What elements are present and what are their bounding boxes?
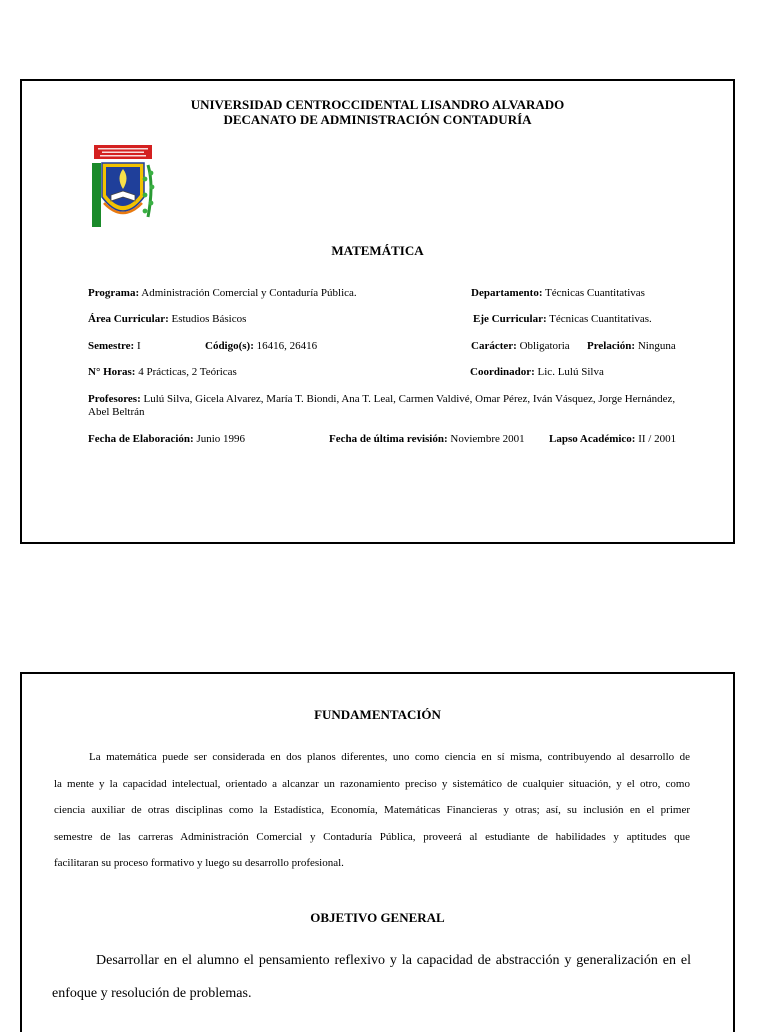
semestre-field <box>88 340 141 352</box>
lapso-label: Lapso Académico: <box>549 433 636 445</box>
fecha-elaboracion-field <box>88 433 245 445</box>
eje-value: Técnicas Cuantitativas. <box>546 313 652 325</box>
area-curricular-field <box>88 313 246 325</box>
objetivo-general-paragraph <box>52 952 691 1018</box>
fecha-revision-field <box>329 433 525 445</box>
fundamentacion-title: FUNDAMENTACIÓN <box>314 707 441 722</box>
departamento-value: Técnicas Cuantitativas <box>542 287 645 299</box>
profesores-label: Profesores: <box>88 393 141 405</box>
area-value: Estudios Básicos <box>168 313 247 325</box>
objetivo-line: enfoque y resolución de problemas. <box>52 986 252 1001</box>
coordinador-value: Lic. Lulú Silva <box>534 366 604 378</box>
departamento-label: Departamento: <box>471 287 543 299</box>
eje-label: Eje Curricular: <box>473 313 547 325</box>
semestre-value: I <box>134 340 141 352</box>
horas-value: 4 Prácticas, 2 Teóricas <box>135 366 237 378</box>
fundamentacion-line: La matemática puede ser considerada en dos planos diferentes, uno como ciencia en sí misma, contribuyendo al desarrollo de <box>89 751 690 763</box>
objetivo-line: Desarrollar en el alumno el pensamiento reflexivo y la capacidad de abstracción y generalización en el <box>96 953 691 968</box>
fundamentacion-line: la mente y la capacidad intelectual, orientado a alcanzar un razonamiento preciso y sistemático de cualquier situación, y el otro, como <box>54 777 690 790</box>
codigos-label: Código(s): <box>205 340 254 352</box>
fundamentacion-line: ciencia auxiliar de otras disciplinas como la Estadística, Economía, Matemáticas Financieras y otras; así, su inclusión en el primer <box>54 804 690 816</box>
deanery-title: DECANATO DE ADMINISTRACIÓN CONTADURÍA <box>223 112 532 127</box>
lapso-value: II / 2001 <box>635 433 677 445</box>
prelacion-field <box>587 340 676 352</box>
fundamentacion-line: facilitaran su proceso formativo y luego su desarrollo profesional. <box>54 857 344 869</box>
programa-label: Programa: <box>88 287 140 299</box>
prelacion-label: Prelación: <box>587 340 636 352</box>
departamento-field <box>471 287 645 299</box>
fecha-rev-value: Noviembre 2001 <box>447 433 525 445</box>
profesores-field <box>88 393 675 405</box>
codigos-value: 16416, 26416 <box>253 340 318 352</box>
fundamentacion-panel <box>20 672 735 1032</box>
course-info-panel <box>20 79 735 544</box>
fecha-elab-label: Fecha de Elaboración: <box>88 433 194 445</box>
objetivo-general-title: OBJETIVO GENERAL <box>310 910 445 925</box>
university-title: UNIVERSIDAD CENTROCCIDENTAL LISANDRO ALVARADO <box>190 97 565 112</box>
horas-label: N° Horas: <box>88 366 136 378</box>
caracter-field <box>471 340 570 352</box>
caracter-label: Carácter: <box>471 340 517 352</box>
university-logo <box>92 145 156 229</box>
programa-field <box>88 287 357 299</box>
coordinador-field <box>470 366 604 378</box>
fecha-elab-value: Junio 1996 <box>193 433 246 445</box>
lapso-field <box>549 433 676 445</box>
semestre-label: Semestre: <box>88 340 135 352</box>
coordinador-label: Coordinador: <box>470 366 535 378</box>
subject-title: MATEMÁTICA <box>331 243 424 258</box>
codigos-field <box>205 340 317 352</box>
eje-curricular-field <box>473 313 652 325</box>
horas-field <box>88 366 237 378</box>
caracter-value: Obligatoria <box>516 340 570 352</box>
programa-value: Administración Comercial y Contaduría Pública. <box>139 287 357 299</box>
fecha-rev-label: Fecha de última revisión: <box>329 433 448 445</box>
prelacion-value: Ninguna <box>635 340 676 352</box>
profesores-value-line2: Abel Beltrán <box>88 406 145 418</box>
fundamentacion-paragraph <box>54 750 690 883</box>
profesores-value-line1: Lulú Silva, Gicela Alvarez, María T. Biondi, Ana T. Leal, Carmen Valdivé, Omar Pérez, Iván Vásquez, Jorge Hernández, <box>140 393 676 405</box>
fundamentacion-line: semestre de las carreras Administración Comercial y Contaduría Pública, proveerá al estudiante de habilidades y aptitudes que <box>54 830 690 843</box>
area-label: Área Curricular: <box>88 313 169 325</box>
